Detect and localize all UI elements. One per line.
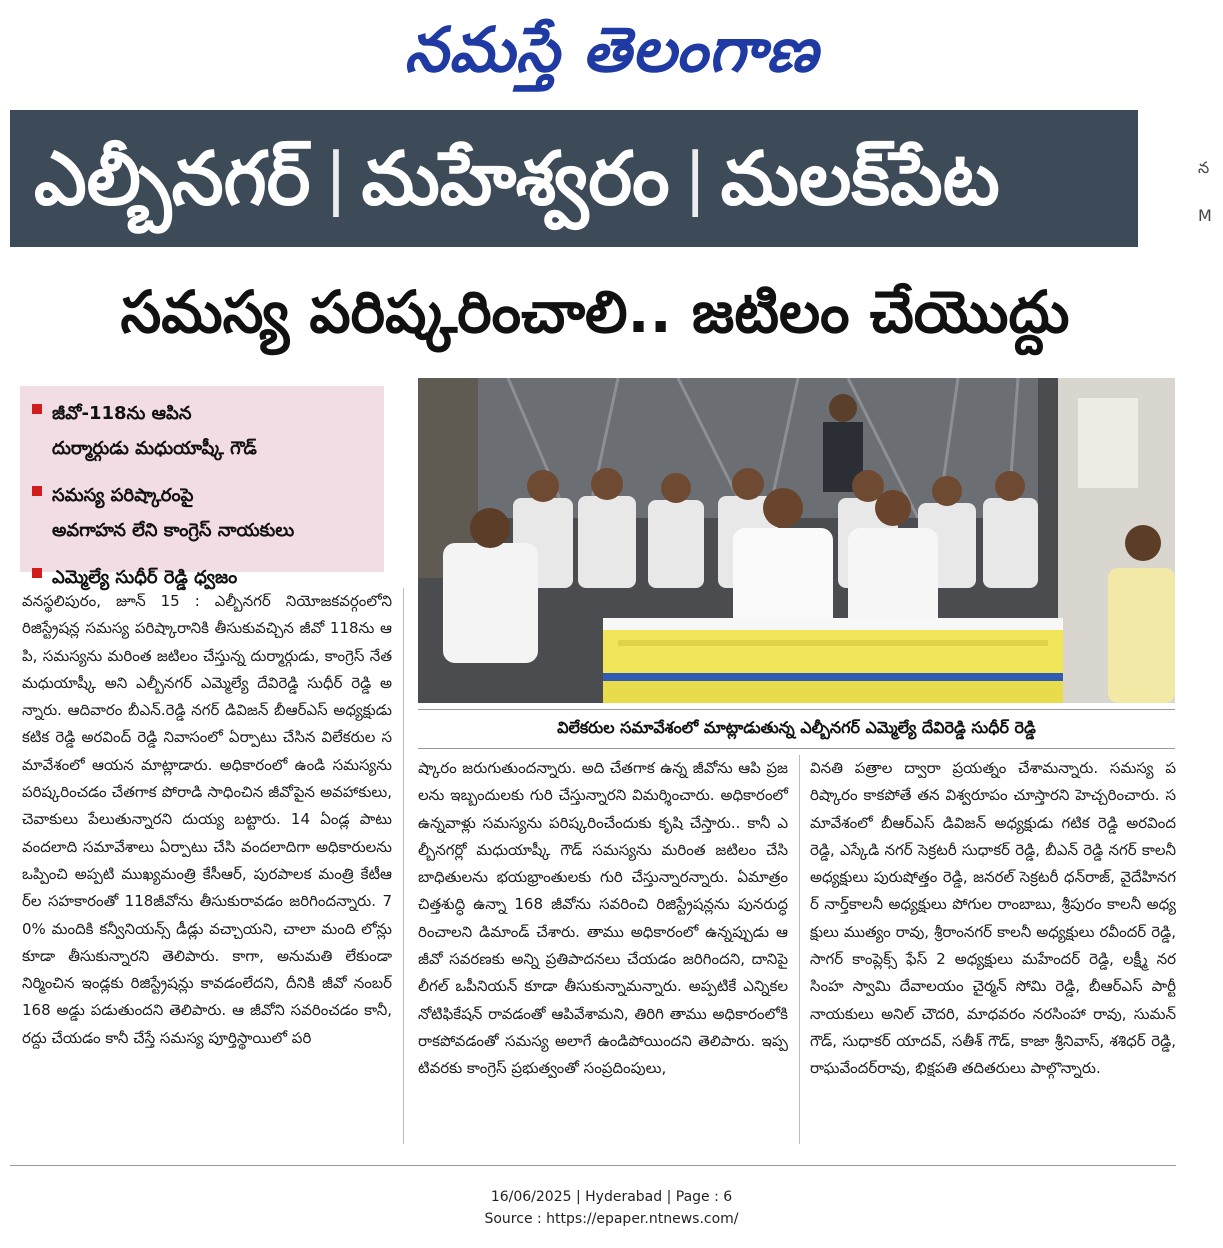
article-column-1: వనస్థలిపురం, జూన్ 15 : ఎల్బీనగర్ నియోజకవర్గంలోని రిజిస్ట్రేషన్ల సమస్య పరిష్కారానికి తీసుకువచ్చిన జీవో 118ను ఆపి, సమస్యను మరింత జటిలం చేస్తున్న దుర్మార్గుడు, కాంగ్రెస్ నేత మధుయాష్కీ అని ఎల్బీనగర్ ఎమ్మెల్యే దేవిరెడ్డి సుధీర్ రెడ్డి అన్నారు. ఆదివారం బీఎన్.రెడ్డి నగర్ డివిజన్ బీఆర్ఎస్ అధ్యక్షుడు కటిక రెడ్డి అరవింద్ రెడ్డి నివాసంలో ఏర్పాటు చేసిన విలేకరుల సమావేశంలో ఆయన మాట్లాడారు. అధికారంలో ఉండి సమస్యను పరిష్కరించడం చేతగాక పోరాడి సాధించిన జీవోపైన అవహాకులు, చెవాకులు పేలుతున్నారని దుయ్య బట్టారు. 14 ఏండ్ల పాటు వందలాది సమావేశాలు ఏర్పాటు చేసి వందలాదిగా అధికారులను ఒప్పించి అప్పటి ముఖ్యమంత్రి కేసీఆర్, పురపాలక మంత్రి కేటీఆర్‌ల సహకారంతో 118జీవోను తీసుకురావడం జరిగిందన్నారు. 70% మందికి కన్వీనియన్స్ డీడ్లు వచ్చాయని, చాలా మంది లోన్లు కూడా తీసుకున్నారని తెలిపారు. కాగా, అనుమతి లేకుండా నిర్మించిన ఇండ్లకు రిజిస్ట్రేషన్లు కావడంలేదని, దీనికి జీవో నంబర్ 168 అడ్డు పడుతుందని తెలిపారు. ఆ జీవోని సవరించడం కానీ, రద్దు చేయడం కానీ చేస్తే సమస్య పూర్తిస్థాయిలో పరి bbox=[22, 592, 392, 1047]
highlight-line: ఎమ్మెల్యే సుధీర్ రెడ్డి ధ్వజం bbox=[52, 567, 238, 588]
red-square-bullet-icon bbox=[32, 486, 42, 496]
article-headline: సమస్య పరిష్కరించాలి.. జటిలం చేయొద్దు bbox=[120, 278, 1070, 346]
highlight-line: దుర్మార్గుడు మధుయాష్కీ గౌడ్ bbox=[52, 438, 257, 459]
banner-place-1: ఎల్బీనగర్ bbox=[34, 135, 311, 222]
cropped-edge-text: M bbox=[1198, 206, 1212, 225]
masthead bbox=[0, 0, 1223, 100]
banner-divider: | bbox=[683, 138, 707, 218]
press-meet-photo bbox=[418, 378, 1175, 703]
photo-caption: విలేకరుల సమావేశంలో మాట్లాడుతున్న ఎల్బీనగర్ ఎమ్మెల్యే దేవిరెడ్డి సుధీర్ రెడ్డి bbox=[418, 709, 1175, 749]
cropped-edge-text: న bbox=[1198, 158, 1210, 177]
press-meet-illustration bbox=[418, 378, 1175, 703]
red-square-bullet-icon bbox=[32, 404, 42, 414]
highlight-item bbox=[32, 478, 372, 548]
highlights-box bbox=[20, 386, 384, 588]
column-divider bbox=[403, 588, 404, 1144]
article-column-2: ష్కారం జరుగుతుందన్నారు. అది చేతగాక ఉన్న జీవోను ఆపి ప్రజలను ఇబ్బందులకు గురి చేస్తున్నారని విమర్శించారు. అధికారంలో ఉన్నవాళ్లు సమస్యను పరిష్కరించేందుకు కృషి చేస్తారు.. కానీ ఎల్బీనగర్లో మధుయాష్కీ గౌడ్ సమస్యను మరింత జటిలం చేసి బాధితులను భయభ్రాంతులకు గురి చేస్తున్నారన్నారు. ఏమాత్రం చిత్తశుద్ధి ఉన్నా 168 జీవోను సవరించి రిజిస్ట్రేషన్లను పునరుద్ధరించాలని డిమాండ్ చేశారు. తాము అధికారంలో ఉన్నప్పుడు ఆ జీవో సవరణకు అన్ని ప్రతిపాదనలు చేయడం జరిగిందని, దానిపై లీగల్ ఒపీనియన్ కూడా తీసుకున్నామన్నారు. అప్పటికే ఎన్నికల నోటిఫికేషన్ రావడంతో ఆపివేశామని, తిరిగి తాము అధికారంలోకి రాకపోవడంతో సమస్య అలాగే ఉండిపోయిందని తెలిపారు. ఇప్పటివరకు కాంగ్రెస్ ప్రభుత్వంతో సంప్రదింపులు, bbox=[418, 759, 788, 1078]
banner-place-3: మలక్‌పేట bbox=[720, 135, 1000, 222]
banner-divider: | bbox=[324, 138, 348, 218]
highlight-item bbox=[32, 396, 372, 466]
article-column-3: వినతి పత్రాల ద్వారా ప్రయత్నం చేశామన్నారు. సమస్య పరిష్కారం కాకపోతే తన విశ్వరూపం చూస్తారని హెచ్చరించారు. సమావేశంలో బీఆర్ఎస్ డివిజన్ అధ్యక్షుడు గటిక రెడ్డి అరవింద రెడ్డి, ఎస్కేడి నగర్ సెక్రటరీ సుధాకర్ రెడ్డి, బీఎన్ రెడ్డి నగర్ కాలనీ అధ్యక్షులు పురుషోత్తం రెడ్డి, జనరల్ సెక్రటరీ ధన్‌రాజ్, వైదేహినగర్ నార్త్‌కాలనీ అధ్యక్షులు పోగుల రాంబాబు, శ్రీపురం కాలనీ అధ్యక్షులు ముత్యం రావు, శ్రీరాంనగర్ కాలనీ అధ్యక్షులు రవీందర్ రెడ్డి, సాగర్ కాంప్లెక్స్ ఫేస్ 2 అధ్యక్షులు మహేందర్ రెడ్డి, లక్ష్మీ నరసింహ స్వామి దేవాలయం చైర్మన్ సోమి రెడ్డి, బీఆర్ఎస్ పార్టీ నాయకులు అనిల్ చౌదరి, మాధవరం నరసింహా రావు, సుమన్ గౌడ్, సుధాకర్ యాదవ్, సతీశ్ గౌడ్, కాజా శ్రీనివాస్, శశిధర్ రెడ్డి, రాఘవేందర్‌రావు, భిక్షపతి తదితరులు పాల్గొన్నారు. bbox=[810, 759, 1176, 1078]
footer-source-line: Source : https://epaper.ntnews.com/ bbox=[484, 1211, 739, 1227]
section-banner bbox=[10, 110, 1138, 247]
footer-rule bbox=[10, 1165, 1176, 1166]
highlight-line: జీవో-118ను ఆపిన bbox=[52, 403, 192, 424]
highlight-line: అవగాహన లేని కాంగ్రెస్ నాయకులు bbox=[52, 520, 295, 541]
footer-date-line: 16/06/2025 | Hyderabad | Page : 6 bbox=[490, 1189, 733, 1205]
newspaper-logo: నమస్తే తెలంగాణ bbox=[404, 13, 819, 86]
red-square-bullet-icon bbox=[32, 568, 42, 578]
highlight-line: సమస్య పరిష్కారంపై bbox=[52, 485, 194, 506]
footer bbox=[0, 1186, 1223, 1230]
banner-place-2: మహేశ్వరం bbox=[361, 135, 670, 222]
column-divider bbox=[799, 755, 800, 1144]
